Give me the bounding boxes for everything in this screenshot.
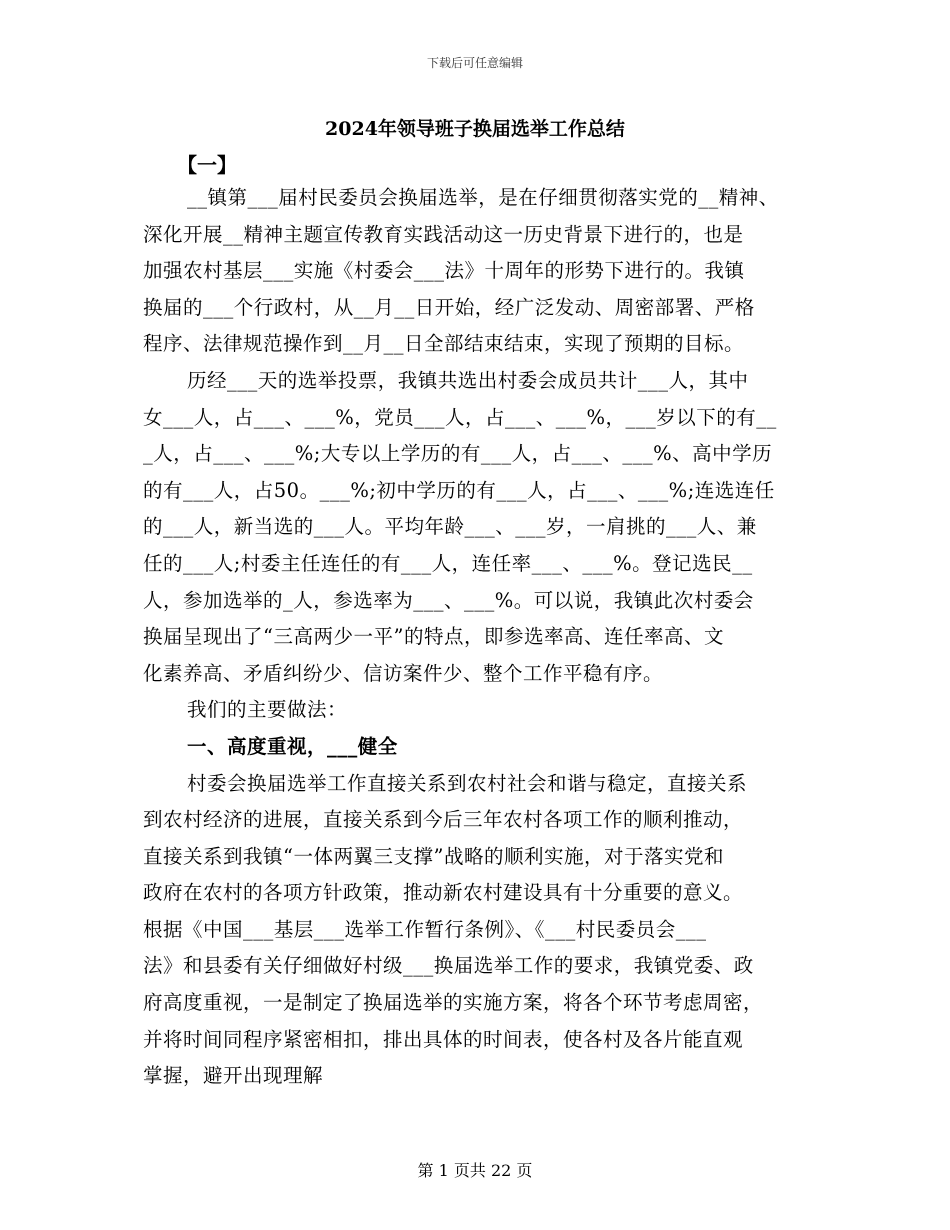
paragraph-line: 程序、法律规范操作到__月__日全部结束结束，实现了预期的目标。 xyxy=(143,332,745,356)
paragraph-line: 深化开展__精神主题宣传教育实践活动这一历史背景下进行的，也是 xyxy=(143,222,744,246)
paragraph-line: 政府在农村的各项方针政策，推动新农村建设具有十分重要的意义。 xyxy=(143,881,744,905)
document-title: 2024年领导班子换届选举工作总结 xyxy=(325,118,625,140)
paragraph-line: 任的___人;村委主任连任的有___人，连任率___、___%。登记选民__ xyxy=(143,551,753,575)
paragraph-line: 的___人，新当选的___人。平均年龄___、___岁，一肩挑的___人、兼 xyxy=(143,515,757,539)
paragraph-line: 女___人，占___、___%，党员___人，占___、___%，___岁以下的有__ xyxy=(143,405,777,429)
header-note: 下载后可任意编辑 xyxy=(426,56,523,70)
paragraph-line: 换届呈现出了“三高两少一平”的特点，即参选率高、连任率高、文 xyxy=(143,625,724,649)
paragraph-line: 加强农村基层___实施《村委会___法》十周年的形势下进行的。我镇 xyxy=(143,259,745,283)
paragraph-line: 根据《中国___基层___选举工作暂行条例》、《___村民委员会___ xyxy=(143,917,707,941)
body-text xyxy=(143,180,843,1095)
page-footer: 第 1 页共 22 页 xyxy=(417,1161,533,1180)
paragraph-line: 化素养高、矛盾纠纷少、信访案件少、整个工作平稳有序。 xyxy=(143,661,664,685)
paragraph-line: 到农村经济的进展，直接关系到今后三年农村各项工作的顺利推动， xyxy=(143,808,744,832)
section-heading: 一、高度重视，___健全 xyxy=(187,734,398,758)
paragraph-line: 的有___人，占50。___%;初中学历的有___人，占___、___%;连选连任 xyxy=(143,478,775,502)
paragraph-line: 府高度重视，一是制定了换届选举的实施方案，将各个环节考虑周密， xyxy=(143,991,764,1015)
paragraph-line: 掌握，避开出现理解 xyxy=(143,1064,324,1088)
paragraph-line: 换届的___个行政村，从__月__日开始，经广泛发动、周密部署、严格 xyxy=(143,295,755,319)
paragraph-line: 法》和县委有关仔细做好村级___换届选举工作的要求，我镇党委、政 xyxy=(143,954,754,978)
paragraph-line: __镇第___届村民委员会换届选举，是在仔细贯彻落实党的__精神、 xyxy=(187,186,779,209)
paragraph-line: 人，参加选举的_人，参选率为___、___%。可以说，我镇此次村委会 xyxy=(143,588,754,612)
paragraph-line: 历经___天的选举投票，我镇共选出村委会成员共计___人，其中 xyxy=(187,368,749,392)
section-marker: 【一】 xyxy=(177,153,237,177)
paragraph-line: 直接关系到我镇“一体两翼三支撑”战略的顺利实施，对于落实党和 xyxy=(143,844,724,868)
paragraph-line: _人，占___、___%;大专以上学历的有___人，占___、___%、高中学历 xyxy=(143,442,773,466)
paragraph-line: 我们的主要做法： xyxy=(187,698,348,722)
paragraph-line: 并将时间同程序紧密相扣，排出具体的时间表，使各村及各片能直观 xyxy=(143,1027,744,1051)
paragraph-line: 村委会换届选举工作直接关系到农村社会和谐与稳定，直接关系 xyxy=(187,771,748,795)
